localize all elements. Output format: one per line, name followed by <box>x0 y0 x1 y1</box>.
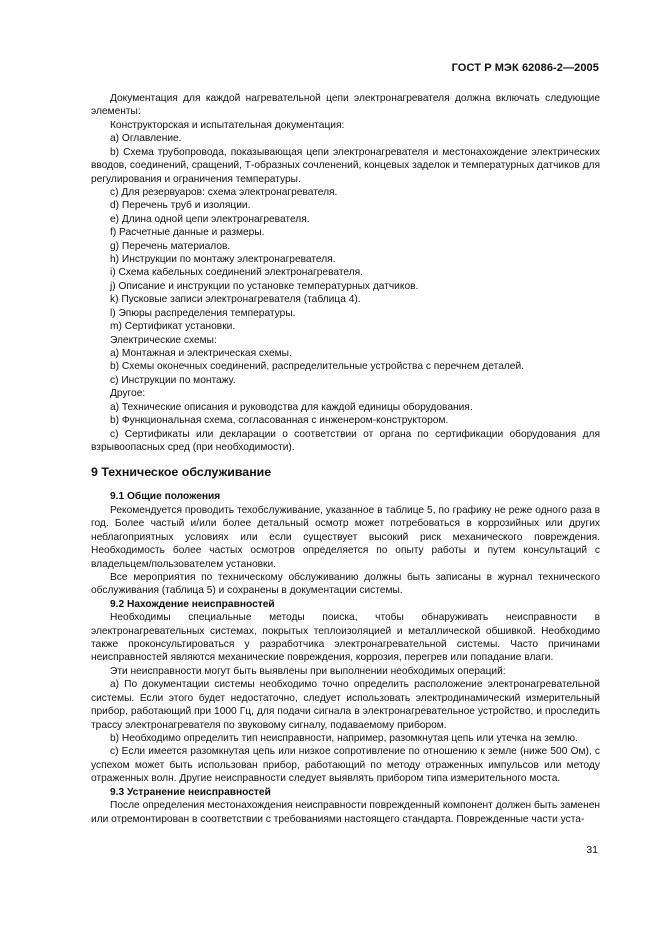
list-item: b) Необходимо определить тип неисправности, например, разомкнутая цепь или утечка на землю. <box>110 732 578 744</box>
list-item: l) Эпюры распределения температуры. <box>110 307 296 319</box>
intro-paragraph: Документация для каждой нагревательной цепи электронагревателя должна включать следующие элементы: <box>91 93 600 118</box>
list-item: с) Инструкции по монтажу. <box>110 374 236 386</box>
subsection-9-2-heading: 9.2 Нахождение неисправностей <box>110 598 275 610</box>
paragraph: После определения местонахождения неисправности поврежденный компонент должен быть заменен или отремонтирован в соответствии с требованиями настоящего стандарта. Поврежденные части уста- <box>91 800 600 825</box>
list-item: а) Монтажная и электрическая схемы. <box>110 348 292 360</box>
list-item: е) Длина одной цепи электронагревателя. <box>110 213 310 225</box>
electrical-label: Электрические схемы: <box>110 334 217 346</box>
list-item: h) Инструкции по монтажу электронагревателя. <box>110 254 336 266</box>
section-9-heading: 9 Техническое обслуживание <box>91 465 272 480</box>
list-item: с) Для резервуаров: схема электронагревателя. <box>110 186 338 198</box>
list-item: а) Технические описания и руководства для каждой единицы оборудования. <box>110 401 473 413</box>
other-label: Другое: <box>110 388 146 400</box>
list-item: f) Расчетные данные и размеры. <box>110 227 265 239</box>
list-item: k) Пусковые записи электронагревателя (таблица 4). <box>110 294 361 306</box>
list-item: i) Схема кабельных соединений электронагревателя. <box>110 267 363 279</box>
list-item: с) Если имеется разомкнутая цепь или низкое сопротивление по отношению к земле (ниже 500 Ом), с успехом может быть использован прибор, работающий по методу отраженных импульсов или методу отраженных волн. Другие неисправности следует выявлять прибором типа измерительного моста. <box>91 746 600 785</box>
list-item: а) Оглавление. <box>110 133 182 145</box>
list-item: b) Функциональная схема, согласованная с инженером-конструктором. <box>110 415 449 427</box>
list-item: d) Перечень труб и изоляции. <box>110 200 251 212</box>
paragraph: Необходимы специальные методы поиска, чтобы обнаруживать неисправности в электронагревательных системах, покрытых теплоизоляцией и металлической обшивкой. Необходимо также проконсультироваться у разработчика электронагревательной системы. Часто причинами неисправностей являются механические повреждения, коррозия, перегрев или попадание влаги. <box>91 612 600 664</box>
subsection-9-3-heading: 9.3 Устранение неисправностей <box>110 786 271 798</box>
list-item: j) Описание и инструкции по установке температурных датчиков. <box>110 280 419 292</box>
list-item: b) Схемы оконечных соединений, распределительные устройства с перечнем деталей. <box>110 361 524 373</box>
subsection-9-1-heading: 9.1 Общие положения <box>110 491 221 503</box>
paragraph: Все мероприятия по техническому обслуживанию должны быть записаны в журнал технического обслуживания (таблица 5) и сохранены в документации системы. <box>91 571 600 597</box>
document-body <box>91 92 600 826</box>
list-item: а) По документации системы необходимо точно определить расположение электронагревательной системы. Если этого будет недостаточно, следует использовать электродинамический измерительный прибор, работающий при 1000 Гц, для подачи сигнала в электронагревательное устройство, и проследить трассу электронагревателя по звуковому сигналу, подаваемому прибором. <box>91 679 600 731</box>
list-item: b) Схема трубопровода, показывающая цепи электронагревателя и местонахождение электрических вводов, соединений, сращений, Т-образных сочленений, концевых заделок и температурных датчиков для регулирования и ограничения температуры. <box>91 146 600 185</box>
list-item: m) Сертификат установки. <box>110 321 236 333</box>
paragraph: Рекомендуется проводить техобслуживание, указанное в таблице 5, по графику не реже одного раза в год. Более частый и/или более детальный осмотр может потребоваться в коррозийных или других неблагоприятных условиях или если существует высокий риск механического повреждения. Необходимость более частых осмотров определяется по опыту работы и путем консультаций с владельцем/пользователем установки. <box>91 504 600 570</box>
design-doc-label: Конструкторская и испытательная документация: <box>110 119 345 131</box>
document-header: ГОСТ Р МЭК 62086-2—2005 <box>451 62 599 74</box>
list-item: g) Перечень материалов. <box>110 240 231 252</box>
paragraph: Эти неисправности могут быть выявлены при выполнении необходимых операций: <box>110 665 506 677</box>
list-item: с) Сертификаты или декларации о соответствии от органа по сертификации оборудования для взрывоопасных сред (при необходимости). <box>91 428 600 453</box>
page-number: 31 <box>586 844 598 856</box>
